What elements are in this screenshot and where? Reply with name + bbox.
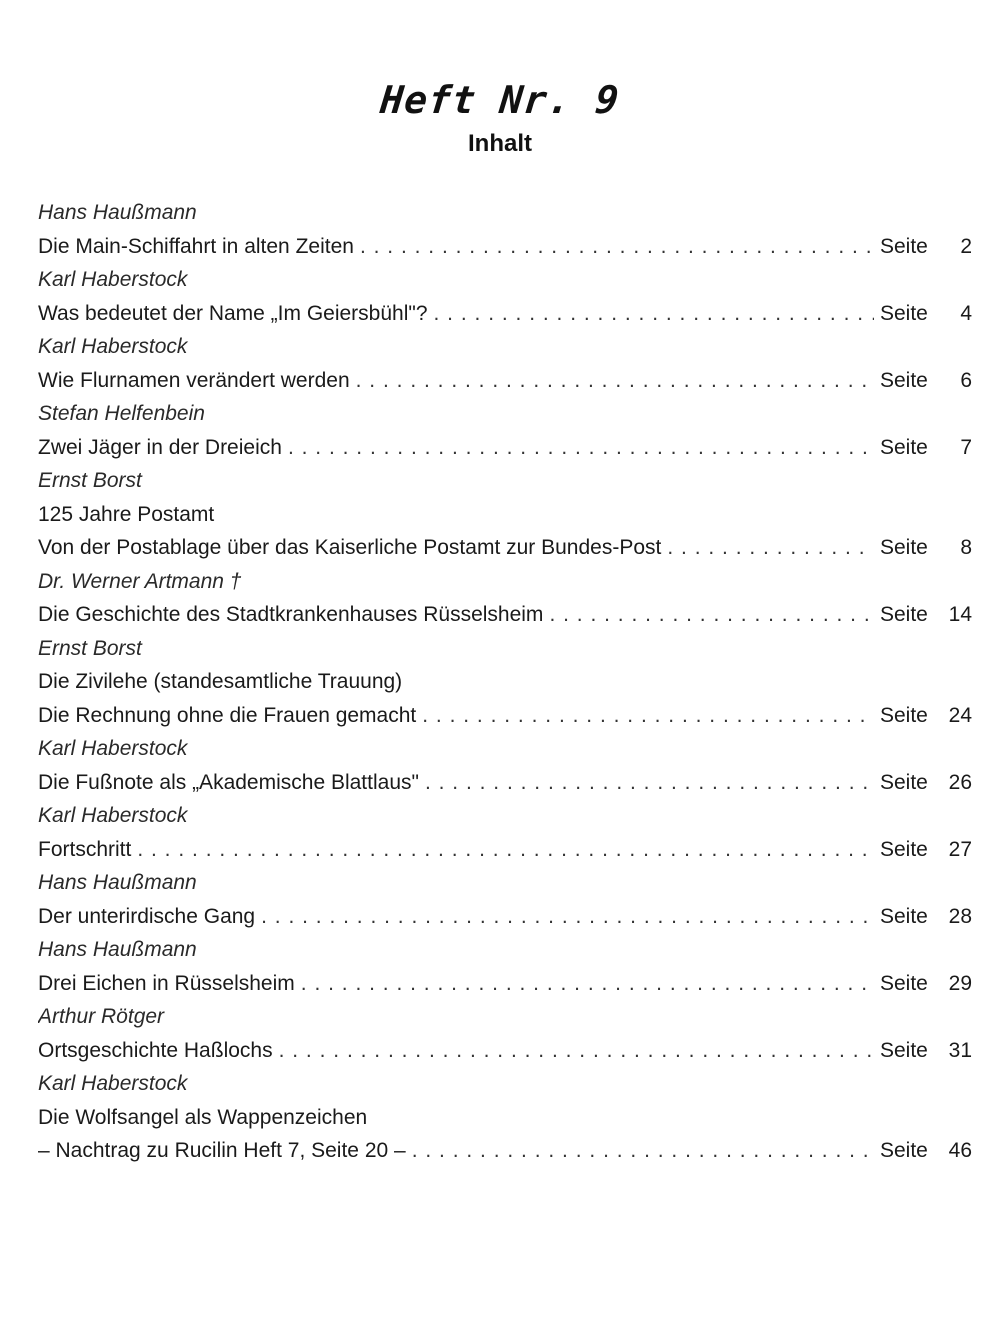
toc-entry-title: Von der Postablage über das Kaiserliche Postamt zur Bundes-Post bbox=[38, 536, 662, 559]
toc-entry-title: Wie Flurnamen verändert werden bbox=[38, 368, 350, 392]
toc-entry bbox=[38, 364, 972, 398]
dot-leader bbox=[288, 431, 874, 465]
toc-entry-title: Die Rechnung ohne die Frauen gemacht bbox=[38, 703, 417, 727]
dot-leader bbox=[425, 766, 874, 800]
toc-author: Ernst Borst bbox=[38, 469, 142, 492]
toc-entry-title: Drei Eichen in Rüsselsheim bbox=[38, 971, 295, 995]
page-label: Seite bbox=[880, 435, 928, 459]
page-number: 8 bbox=[960, 536, 972, 559]
toc-entry bbox=[38, 1134, 972, 1168]
toc-entry-title: Die Geschichte des Stadtkrankenhauses Rüsselsheim bbox=[38, 603, 544, 626]
toc-entry-title: Ortsgeschichte Haßlochs bbox=[38, 1038, 273, 1062]
toc-entry bbox=[38, 967, 972, 1001]
toc-entry-title: Zwei Jäger in der Dreieich bbox=[38, 435, 282, 459]
dot-leader bbox=[137, 833, 874, 867]
dot-leader bbox=[434, 297, 874, 331]
dot-leader bbox=[356, 364, 874, 398]
page-label: Seite bbox=[880, 1139, 928, 1162]
dot-leader bbox=[261, 900, 874, 934]
toc-author: Ernst Borst bbox=[38, 636, 142, 660]
toc-author: Karl Haberstock bbox=[38, 804, 188, 827]
toc-entry-title: – Nachtrag zu Rucilin Heft 7, Seite 20 – bbox=[38, 1139, 406, 1162]
page-reference bbox=[880, 900, 972, 934]
toc-entry bbox=[38, 230, 972, 264]
toc-entry-title: Die Fußnote als „Akademische Blattlaus" bbox=[38, 770, 419, 794]
page-label: Seite bbox=[880, 904, 928, 928]
toc-author: Stefan Helfenbein bbox=[38, 402, 205, 425]
page-reference bbox=[880, 766, 972, 800]
page-label: Seite bbox=[880, 1038, 928, 1062]
page-label: Seite bbox=[880, 368, 928, 392]
toc-author: Hans Haußmann bbox=[38, 871, 197, 894]
issue-title: Heft Nr. 9 bbox=[378, 78, 622, 122]
toc-entry bbox=[38, 431, 972, 465]
toc-author: Karl Haberstock bbox=[38, 737, 188, 760]
dot-leader bbox=[360, 230, 874, 264]
dot-leader bbox=[422, 699, 874, 733]
toc-author: Karl Haberstock bbox=[38, 335, 188, 358]
toc-entry bbox=[38, 766, 972, 800]
page-reference bbox=[880, 1034, 972, 1068]
dot-leader bbox=[412, 1134, 874, 1168]
page-label: Seite bbox=[880, 536, 928, 559]
page-number: 28 bbox=[948, 904, 972, 928]
page-number: 6 bbox=[960, 368, 972, 392]
page-label: Seite bbox=[880, 703, 928, 727]
toc-author: Dr. Werner Artmann † bbox=[38, 569, 242, 593]
page-reference bbox=[880, 230, 972, 264]
toc-author: Karl Haberstock bbox=[38, 1072, 188, 1095]
page-reference bbox=[880, 967, 972, 1001]
dot-leader bbox=[279, 1034, 874, 1068]
toc-entry bbox=[38, 297, 972, 331]
dot-leader bbox=[301, 967, 874, 1001]
toc-entry-title: Fortschritt bbox=[38, 837, 132, 861]
page-label: Seite bbox=[880, 837, 928, 861]
toc-author: Hans Haußmann bbox=[38, 938, 197, 961]
toc-author: Arthur Rötger bbox=[38, 1005, 165, 1028]
toc-entry bbox=[38, 598, 972, 632]
page-reference bbox=[880, 531, 972, 565]
toc-author: Karl Haberstock bbox=[38, 268, 188, 291]
toc-entry bbox=[38, 1034, 972, 1068]
page-label: Seite bbox=[880, 770, 928, 794]
page-label: Seite bbox=[880, 234, 928, 258]
contents-heading: Inhalt bbox=[468, 130, 532, 157]
toc-entry bbox=[38, 699, 972, 733]
toc-heading: Die Zivilehe (standesamtliche Trauung) bbox=[38, 670, 403, 693]
page-number: 7 bbox=[960, 435, 972, 459]
page-reference bbox=[880, 833, 972, 867]
page-number: 27 bbox=[948, 837, 972, 861]
page-number: 29 bbox=[948, 971, 972, 995]
page-reference bbox=[880, 598, 972, 632]
page-reference bbox=[880, 364, 972, 398]
dot-leader bbox=[549, 598, 874, 632]
page-number: 31 bbox=[948, 1038, 972, 1062]
dot-leader bbox=[667, 531, 874, 565]
toc-heading: Die Wolfsangel als Wappenzeichen bbox=[38, 1105, 368, 1129]
toc-entry bbox=[38, 900, 972, 934]
toc-entry-title: Was bedeutet der Name „Im Geiersbühl"? bbox=[38, 301, 428, 325]
toc-heading: 125 Jahre Postamt bbox=[38, 502, 215, 526]
page-reference bbox=[880, 297, 972, 331]
page-number: 24 bbox=[948, 703, 972, 727]
page-number: 4 bbox=[960, 301, 972, 325]
toc-entry bbox=[38, 833, 972, 867]
page-reference bbox=[880, 1134, 972, 1168]
page-number: 26 bbox=[948, 770, 972, 794]
page-reference bbox=[880, 699, 972, 733]
page-reference bbox=[880, 431, 972, 465]
table-of-contents bbox=[38, 196, 972, 1168]
page-number: 14 bbox=[948, 603, 972, 626]
page-number: 46 bbox=[948, 1139, 972, 1162]
toc-entry bbox=[38, 531, 972, 565]
toc-author: Hans Haußmann bbox=[38, 201, 197, 224]
toc-entry-title: Die Main-Schiffahrt in alten Zeiten bbox=[38, 234, 354, 258]
page-label: Seite bbox=[880, 971, 928, 995]
page-number: 2 bbox=[960, 234, 972, 258]
toc-entry-title: Der unterirdische Gang bbox=[38, 904, 256, 928]
page-label: Seite bbox=[880, 603, 928, 626]
page-label: Seite bbox=[880, 301, 928, 325]
